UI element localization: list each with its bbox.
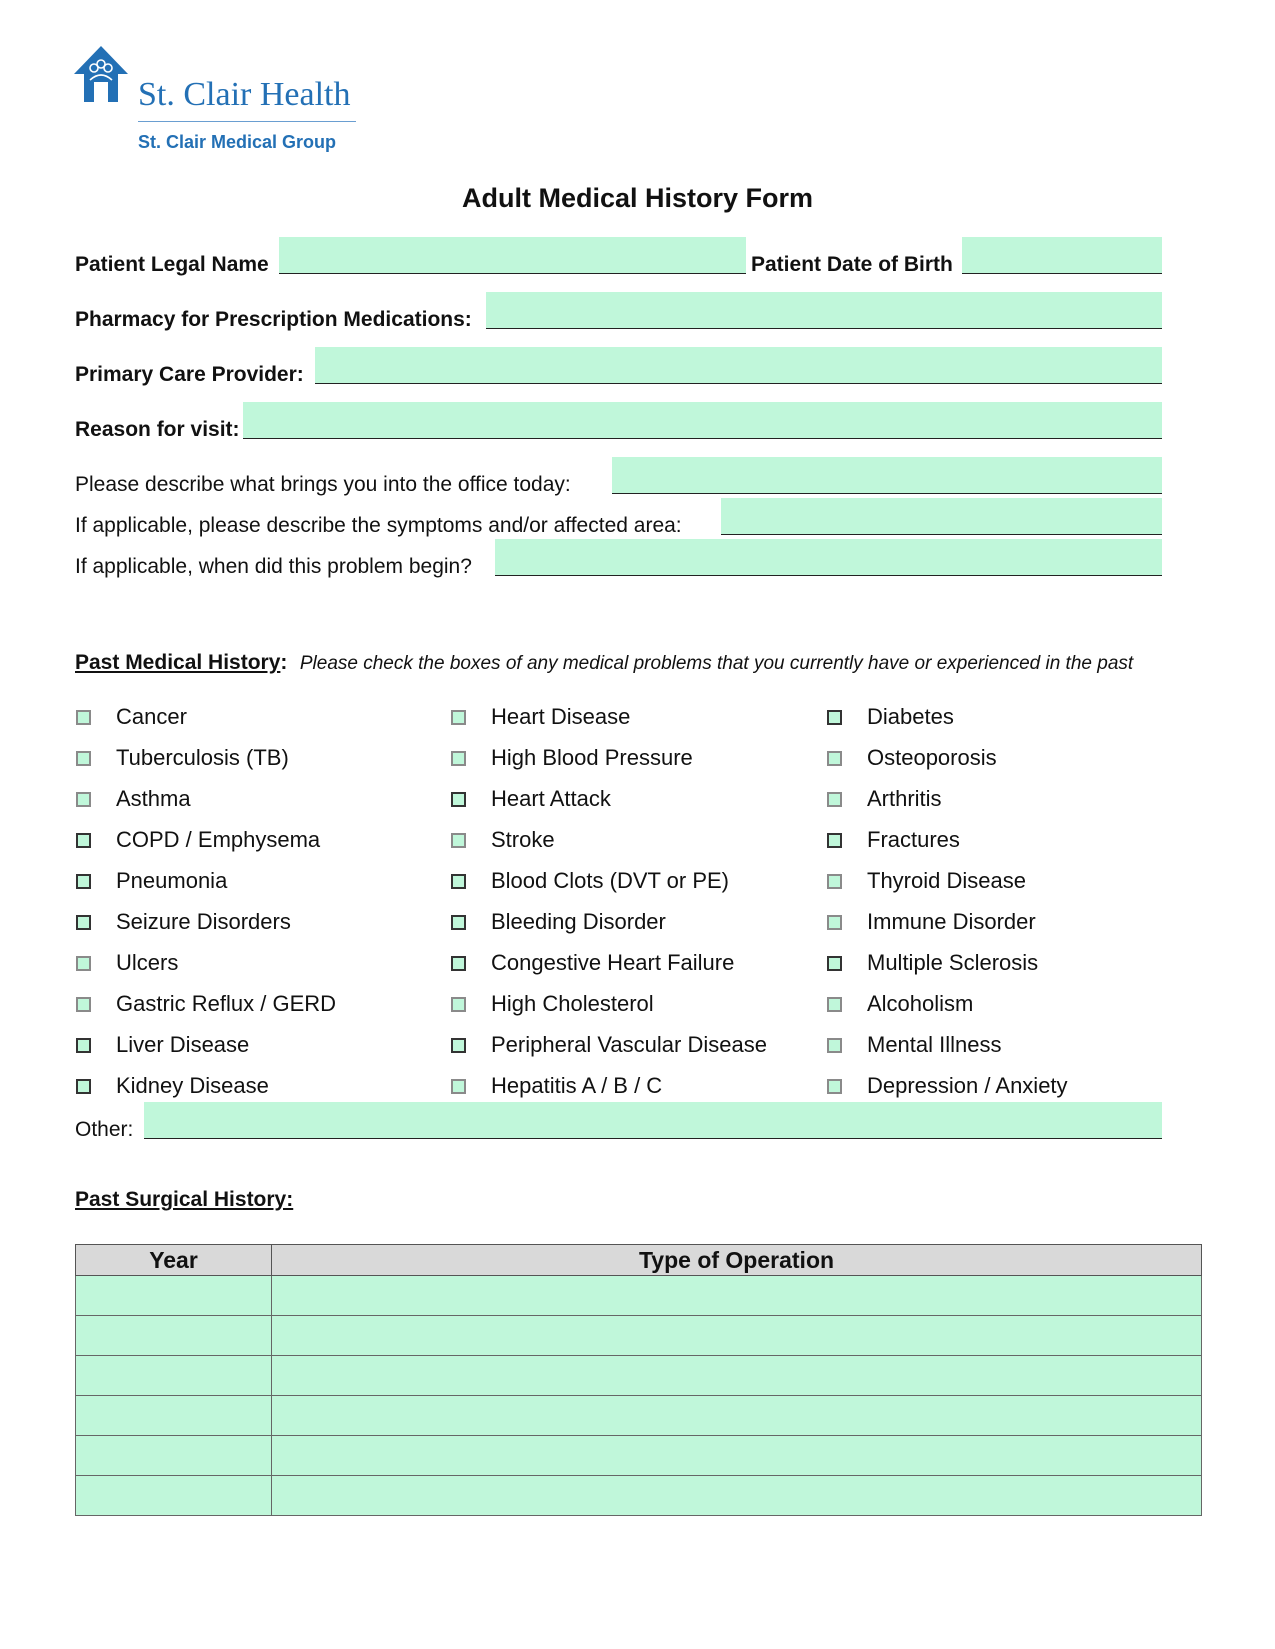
reason-field[interactable] bbox=[243, 402, 1162, 439]
surgical-history-table bbox=[75, 1244, 1202, 1516]
checkbox-alcoholism[interactable]: Alcoholism bbox=[827, 989, 973, 1019]
checkbox-gerd[interactable]: Gastric Reflux / GERD bbox=[76, 989, 336, 1019]
checkbox-tuberculosis[interactable]: Tuberculosis (TB) bbox=[76, 743, 289, 773]
org-subtitle: St. Clair Medical Group bbox=[138, 132, 337, 152]
checkbox-pvd[interactable]: Peripheral Vascular Disease bbox=[451, 1030, 767, 1060]
checkbox-square[interactable] bbox=[76, 997, 91, 1012]
checkbox-square[interactable] bbox=[451, 792, 466, 807]
pmh-heading: Past Medical History bbox=[75, 651, 281, 674]
checkbox-osteoporosis[interactable]: Osteoporosis bbox=[827, 743, 997, 773]
pmh-heading-row bbox=[75, 651, 1133, 675]
begin-field[interactable] bbox=[495, 539, 1162, 576]
operation-cell[interactable] bbox=[272, 1436, 1202, 1476]
dob-label: Patient Date of Birth bbox=[751, 253, 953, 276]
checkbox-pneumonia[interactable]: Pneumonia bbox=[76, 866, 227, 896]
table-row bbox=[76, 1276, 1202, 1316]
checkbox-square[interactable] bbox=[76, 956, 91, 971]
checkbox-cancer[interactable]: Cancer bbox=[76, 702, 187, 732]
operation-cell[interactable] bbox=[272, 1356, 1202, 1396]
dob-field[interactable] bbox=[962, 237, 1162, 274]
checkbox-mental-illness[interactable]: Mental Illness bbox=[827, 1030, 1002, 1060]
checkbox-square[interactable] bbox=[451, 997, 466, 1012]
psh-heading: Past Surgical History: bbox=[75, 1188, 294, 1211]
checkbox-square[interactable] bbox=[827, 1079, 842, 1094]
checkbox-liver[interactable]: Liver Disease bbox=[76, 1030, 249, 1060]
checkbox-high-blood-pressure[interactable]: High Blood Pressure bbox=[451, 743, 693, 773]
checkbox-ulcers[interactable]: Ulcers bbox=[76, 948, 178, 978]
checkbox-square[interactable] bbox=[451, 833, 466, 848]
checkbox-square[interactable] bbox=[76, 1038, 91, 1053]
checkbox-copd[interactable]: COPD / Emphysema bbox=[76, 825, 320, 855]
pmh-instruction: Please check the boxes of any medical problems that you currently have or experienced in the past bbox=[299, 653, 1134, 674]
checkbox-square[interactable] bbox=[76, 915, 91, 930]
year-cell[interactable] bbox=[76, 1436, 272, 1476]
checkbox-square[interactable] bbox=[827, 915, 842, 930]
table-header-row bbox=[76, 1245, 1202, 1276]
table-row bbox=[76, 1316, 1202, 1356]
pcp-label: Primary Care Provider: bbox=[75, 363, 304, 386]
checkbox-diabetes[interactable]: Diabetes bbox=[827, 702, 954, 732]
year-cell[interactable] bbox=[76, 1356, 272, 1396]
reason-label: Reason for visit: bbox=[75, 418, 240, 441]
checkbox-bleeding[interactable]: Bleeding Disorder bbox=[451, 907, 666, 937]
checkbox-blood-clots[interactable]: Blood Clots (DVT or PE) bbox=[451, 866, 729, 896]
checkbox-ms[interactable]: Multiple Sclerosis bbox=[827, 948, 1038, 978]
checkbox-square[interactable] bbox=[827, 874, 842, 889]
checkbox-square[interactable] bbox=[451, 751, 466, 766]
checkbox-square[interactable] bbox=[451, 1079, 466, 1094]
logo-divider bbox=[138, 121, 356, 122]
describe-label: Please describe what brings you into the office today: bbox=[75, 473, 571, 496]
patient-name-field[interactable] bbox=[279, 237, 746, 274]
symptoms-field[interactable] bbox=[721, 498, 1162, 535]
year-cell[interactable] bbox=[76, 1396, 272, 1436]
checkbox-square[interactable] bbox=[451, 915, 466, 930]
pmh-colon: : bbox=[280, 651, 288, 674]
checkbox-square[interactable] bbox=[76, 710, 91, 725]
begin-label: If applicable, when did this problem begin? bbox=[75, 555, 472, 578]
checkbox-chf[interactable]: Congestive Heart Failure bbox=[451, 948, 734, 978]
pharmacy-label: Pharmacy for Prescription Medications: bbox=[75, 308, 472, 331]
column-header-operation: Type of Operation bbox=[272, 1245, 1202, 1276]
pharmacy-field[interactable] bbox=[486, 292, 1162, 329]
checkbox-heart-disease[interactable]: Heart Disease bbox=[451, 702, 630, 732]
st-clair-logo-icon bbox=[72, 44, 130, 108]
checkbox-seizure[interactable]: Seizure Disorders bbox=[76, 907, 291, 937]
checkbox-square[interactable] bbox=[76, 792, 91, 807]
checkbox-square[interactable] bbox=[827, 1038, 842, 1053]
table-row bbox=[76, 1396, 1202, 1436]
operation-cell[interactable] bbox=[272, 1276, 1202, 1316]
table-row bbox=[76, 1356, 1202, 1396]
year-cell[interactable] bbox=[76, 1476, 272, 1516]
checkbox-immune[interactable]: Immune Disorder bbox=[827, 907, 1036, 937]
checkbox-arthritis[interactable]: Arthritis bbox=[827, 784, 942, 814]
checkbox-fractures[interactable]: Fractures bbox=[827, 825, 960, 855]
checkbox-square[interactable] bbox=[76, 751, 91, 766]
checkbox-kidney[interactable]: Kidney Disease bbox=[76, 1071, 269, 1101]
other-label: Other: bbox=[75, 1118, 134, 1141]
checkbox-square[interactable] bbox=[827, 833, 842, 848]
checkbox-square[interactable] bbox=[827, 956, 842, 971]
form-title: Adult Medical History Form bbox=[461, 183, 814, 213]
symptoms-label: If applicable, please describe the symptoms and/or affected area: bbox=[75, 514, 682, 537]
operation-cell[interactable] bbox=[272, 1476, 1202, 1516]
column-header-year: Year bbox=[76, 1245, 272, 1276]
checkbox-square[interactable] bbox=[451, 710, 466, 725]
checkbox-square[interactable] bbox=[451, 874, 466, 889]
checkbox-hepatitis[interactable]: Hepatitis A / B / C bbox=[451, 1071, 662, 1101]
year-cell[interactable] bbox=[76, 1276, 272, 1316]
org-name: St. Clair Health bbox=[138, 76, 351, 113]
year-cell[interactable] bbox=[76, 1316, 272, 1356]
checkbox-heart-attack[interactable]: Heart Attack bbox=[451, 784, 611, 814]
operation-cell[interactable] bbox=[272, 1396, 1202, 1436]
checkbox-square[interactable] bbox=[827, 710, 842, 725]
checkbox-square[interactable] bbox=[76, 833, 91, 848]
checkbox-asthma[interactable]: Asthma bbox=[76, 784, 191, 814]
pcp-field[interactable] bbox=[315, 347, 1162, 384]
table-row bbox=[76, 1436, 1202, 1476]
describe-field[interactable] bbox=[612, 457, 1162, 494]
patient-name-label: Patient Legal Name bbox=[75, 253, 269, 276]
checkbox-thyroid[interactable]: Thyroid Disease bbox=[827, 866, 1026, 896]
checkbox-square[interactable] bbox=[827, 751, 842, 766]
checkbox-square[interactable] bbox=[827, 792, 842, 807]
checkbox-cholesterol[interactable]: High Cholesterol bbox=[451, 989, 654, 1019]
checkbox-stroke[interactable]: Stroke bbox=[451, 825, 555, 855]
checkbox-square[interactable] bbox=[451, 1038, 466, 1053]
operation-cell[interactable] bbox=[272, 1316, 1202, 1356]
other-field[interactable] bbox=[144, 1102, 1162, 1139]
checkbox-square[interactable] bbox=[451, 956, 466, 971]
checkbox-square[interactable] bbox=[827, 997, 842, 1012]
checkbox-square[interactable] bbox=[76, 874, 91, 889]
table-row bbox=[76, 1476, 1202, 1516]
checkbox-square[interactable] bbox=[76, 1079, 91, 1094]
checkbox-depression[interactable]: Depression / Anxiety bbox=[827, 1071, 1068, 1101]
